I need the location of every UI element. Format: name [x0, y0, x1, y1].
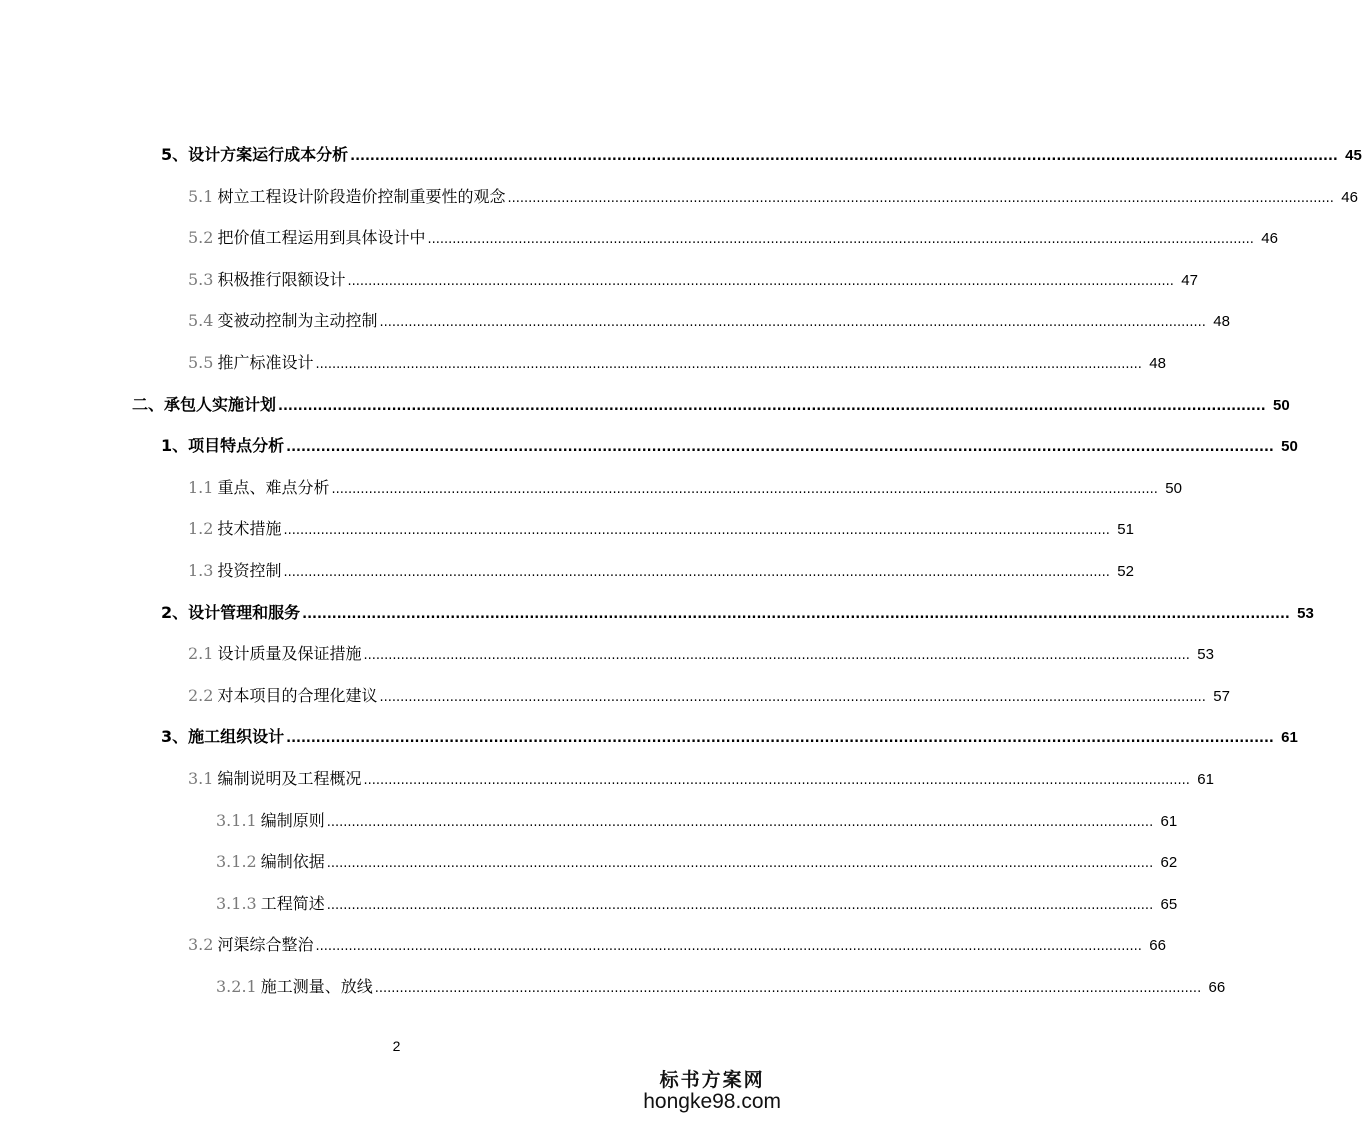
toc-leader-dots: ........................................................................................................................................................................................................: [350, 149, 1338, 164]
toc-entry-number: 3.2.1: [216, 977, 257, 996]
toc-entry-page: 50: [1273, 396, 1290, 414]
toc-entry[interactable]: [188, 350, 1166, 373]
toc-entry[interactable]: [188, 932, 1166, 955]
toc-entry-page: 48: [1149, 355, 1166, 372]
toc-entry-number: 5、: [161, 145, 189, 164]
toc-entry[interactable]: [188, 225, 1278, 248]
toc-entry-title: 对本项目的合理化建议: [217, 685, 378, 705]
toc-leader-dots: ........................................................................................................................................................................................................: [427, 232, 1254, 248]
toc-entry-number: 3.1.3: [216, 893, 257, 913]
toc-entry[interactable]: [216, 849, 1178, 872]
toc-entry[interactable]: [188, 475, 1182, 498]
toc-leader-dots: ........................................................................................................................................................................................................: [347, 273, 1174, 289]
toc-leader-dots: ........................................................................................................................................................................................................: [374, 981, 1202, 996]
toc-leader-dots: ........................................................................................................................................................................................................: [286, 440, 1274, 456]
toc-entry-page: 62: [1160, 854, 1178, 872]
toc-entry-title: 设计方案运行成本分析: [188, 145, 349, 164]
toc-leader-dots: ........................................................................................................................................................................................................: [363, 773, 1190, 788]
toc-entry-page: 50: [1281, 438, 1298, 456]
toc-entry-page: 65: [1160, 895, 1178, 913]
toc-entry-title: 河渠综合整治: [217, 935, 314, 955]
toc-entry[interactable]: [188, 641, 1214, 664]
toc-entry[interactable]: [188, 267, 1198, 290]
toc-entry-title: 编制依据: [260, 852, 325, 872]
toc-entry-title: 重点、难点分析: [217, 477, 330, 497]
toc-entry-page: 53: [1197, 646, 1214, 664]
toc-entry-number: 3.2: [188, 935, 214, 955]
toc-entry[interactable]: [216, 974, 1226, 997]
toc-leader-dots: ........................................................................................................................................................................................................: [283, 523, 1110, 539]
toc-entry[interactable]: [132, 392, 1290, 415]
toc-entry-title: 施工测量、放线: [260, 977, 373, 996]
toc-entry-number: 5.1: [188, 186, 214, 206]
toc-entry-number: 1.1: [188, 477, 214, 497]
toc-entry[interactable]: [161, 142, 1362, 165]
toc-entry-page: 66: [1208, 979, 1226, 996]
toc-entry-title: 积极推行限额设计: [217, 269, 346, 289]
toc-entry-number: 3.1: [188, 769, 214, 788]
toc-entry-number: 1.2: [188, 519, 214, 539]
toc-entry-page: 66: [1149, 937, 1166, 955]
toc-entry[interactable]: [188, 558, 1134, 581]
toc-entry-title: 编制原则: [260, 810, 325, 830]
toc-entry-title: 投资控制: [217, 561, 282, 580]
toc-entry-number: 3.1.1: [216, 810, 257, 830]
site-watermark: [643, 1065, 781, 1114]
toc-entry-number: 5.2: [188, 228, 214, 248]
toc-leader-dots: ........................................................................................................................................................................................................: [278, 398, 1266, 414]
toc-entry[interactable]: [161, 433, 1298, 456]
toc-entry-number: 3、: [161, 727, 189, 747]
toc-entry-page: 50: [1165, 479, 1182, 497]
toc-entry-page: 46: [1261, 230, 1278, 248]
toc-entry-title: 工程简述: [260, 893, 325, 913]
toc-entry[interactable]: [188, 184, 1358, 207]
toc-leader-dots: ........................................................................................................................................................................................................: [283, 565, 1110, 580]
toc-leader-dots: ........................................................................................................................................................................................................: [302, 606, 1290, 622]
toc-entry[interactable]: [188, 308, 1230, 331]
toc-entry-page: 47: [1181, 271, 1198, 289]
toc-entry-number: 2.2: [188, 685, 214, 705]
toc-entry-title: 二、承包人实施计划: [132, 394, 277, 414]
toc-leader-dots: ........................................................................................................................................................................................................: [326, 897, 1154, 913]
toc-entry-title: 树立工程设计阶段造价控制重要性的观念: [217, 186, 506, 206]
toc-entry-title: 把价值工程运用到具体设计中: [217, 228, 426, 248]
toc-entry-title: 设计质量及保证措施: [217, 644, 362, 664]
toc-entry-page: 61: [1160, 812, 1178, 830]
toc-leader-dots: ........................................................................................................................................................................................................: [315, 357, 1142, 372]
toc-entry-number: 1.3: [188, 561, 214, 580]
toc-leader-dots: ........................................................................................................................................................................................................: [326, 856, 1154, 872]
toc-entry-number: 5.5: [188, 353, 214, 372]
toc-entry-number: 5.3: [188, 269, 214, 289]
toc-leader-dots: ........................................................................................................................................................................................................: [507, 190, 1334, 206]
toc-leader-dots: ........................................................................................................................................................................................................: [286, 731, 1274, 747]
toc-entry-page: 48: [1213, 313, 1230, 331]
toc-leader-dots: ........................................................................................................................................................................................................: [315, 939, 1142, 955]
toc-entry-page: 51: [1117, 521, 1134, 539]
toc-leader-dots: ........................................................................................................................................................................................................: [379, 315, 1206, 331]
toc-entry-title: 变被动控制为主动控制: [217, 311, 378, 331]
toc-entry-page: 61: [1281, 729, 1298, 747]
toc-entry-page: 53: [1297, 604, 1314, 622]
toc-entry[interactable]: [188, 683, 1230, 706]
toc-entry[interactable]: [161, 600, 1314, 623]
toc-entry-title: 编制说明及工程概况: [217, 769, 362, 788]
toc-entry[interactable]: [216, 891, 1178, 914]
toc-entry-title: 项目特点分析: [188, 436, 285, 456]
toc-entry-page: 45: [1345, 147, 1362, 164]
toc-entry-number: 2、: [161, 602, 189, 622]
watermark-title: 标书方案网: [659, 1069, 765, 1091]
toc-entry-page: 57: [1213, 687, 1230, 705]
toc-entry-number: 3.1.2: [216, 852, 257, 872]
toc-entry-page: 46: [1341, 188, 1358, 206]
toc-entry-number: 2.1: [188, 644, 214, 664]
toc-leader-dots: ........................................................................................................................................................................................................: [363, 648, 1190, 664]
toc-entry-number: 5.4: [188, 311, 214, 331]
toc-leader-dots: ........................................................................................................................................................................................................: [326, 814, 1154, 830]
toc-entry-title: 施工组织设计: [188, 727, 285, 747]
toc-entry[interactable]: [188, 766, 1214, 789]
toc-leader-dots: ........................................................................................................................................................................................................: [331, 481, 1158, 497]
toc-leader-dots: ........................................................................................................................................................................................................: [379, 689, 1206, 705]
toc-entry-number: 1、: [161, 436, 189, 456]
page-number: 2: [392, 1038, 401, 1054]
toc-entry[interactable]: [216, 808, 1178, 831]
toc-entry[interactable]: [161, 724, 1298, 747]
toc-entry-title: 技术措施: [217, 519, 282, 539]
watermark-url: hongke98.com: [643, 1090, 781, 1113]
toc-entry-title: 推广标准设计: [217, 353, 314, 372]
toc-entry-page: 52: [1117, 563, 1134, 580]
toc-entry-title: 设计管理和服务: [188, 602, 301, 622]
toc-entry-page: 61: [1197, 771, 1214, 788]
toc-entry[interactable]: [188, 516, 1134, 539]
